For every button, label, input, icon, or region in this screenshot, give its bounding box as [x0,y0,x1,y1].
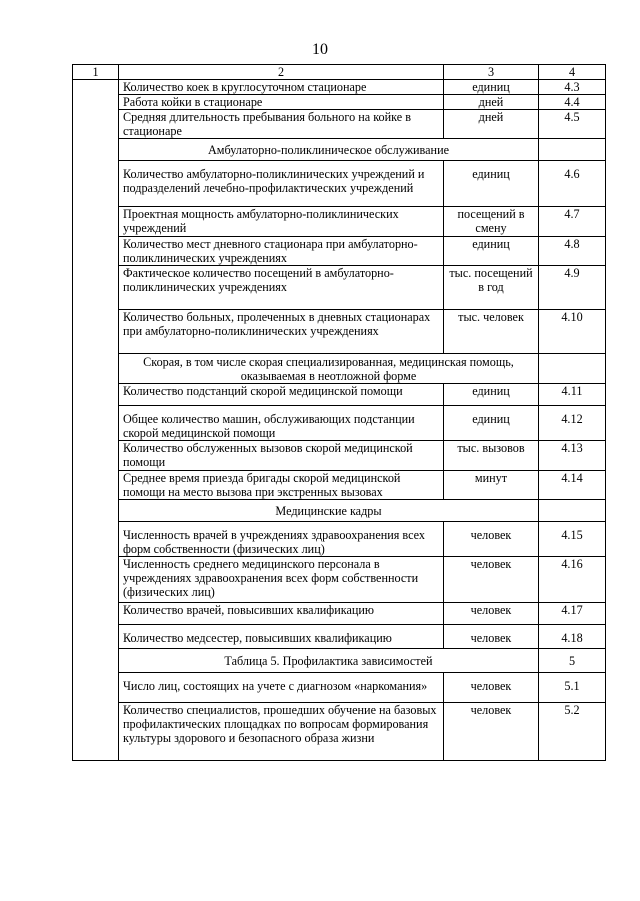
section-heading: Амбулаторно-поликлиническое обслуживание [119,139,539,161]
header-col-1: 1 [73,65,119,80]
col-1-cell [73,354,119,384]
table-row [73,80,606,95]
table-body [73,65,606,761]
header-col-3: 3 [444,65,539,80]
col-1-cell [73,161,119,207]
indicator-label: Число лиц, состоящих на учете с диагнозом «наркомания» [119,673,444,703]
unit-cell: тыс. человек [444,310,539,354]
indicator-label: Работа койки в стационаре [119,95,444,110]
table-row [73,161,606,207]
unit-cell: человек [444,703,539,761]
code-cell: 4.9 [539,266,606,310]
code-cell: 4.18 [539,625,606,649]
indicator-label: Численность врачей в учреждениях здравоохранения всех форм собственности (физических лиц) [119,522,444,557]
indicator-label: Численность среднего медицинского персонала в учреждениях здравоохранения всех форм собственности (физических лиц) [119,557,444,603]
code-cell: 5.2 [539,703,606,761]
code-cell: 4.12 [539,406,606,441]
col-1-cell [73,625,119,649]
table-row [73,441,606,471]
table-row [73,673,606,703]
code-cell: 4.16 [539,557,606,603]
code-cell: 4.15 [539,522,606,557]
table-row [73,557,606,603]
table-row [73,703,606,761]
section-heading-row [73,354,606,384]
table-title-row [73,649,606,673]
unit-cell: единиц [444,384,539,406]
col-1-cell [73,500,119,522]
col-1-cell [73,649,119,673]
unit-cell: дней [444,95,539,110]
code-cell: 4.5 [539,110,606,139]
indicator-label: Количество медсестер, повысивших квалификацию [119,625,444,649]
table-row [73,237,606,266]
col-1-cell [73,95,119,110]
code-cell [539,500,606,522]
page-number: 10 [312,41,328,58]
unit-cell: человек [444,673,539,703]
col-1-cell [73,603,119,625]
col-1-cell [73,703,119,761]
table-title: Таблица 5. Профилактика зависимостей [119,649,539,673]
code-cell: 4.4 [539,95,606,110]
indicator-label: Количество мест дневного стационара при амбулаторно-поликлинических учреждениях [119,237,444,266]
col-1-cell [73,266,119,310]
indicator-label: Общее количество машин, обслуживающих подстанции скорой медицинской помощи [119,406,444,441]
section-heading: Скорая, в том числе скорая специализированная, медицинская помощь, оказываемая в неотложной форме [119,354,539,384]
unit-cell: единиц [444,406,539,441]
table-row [73,95,606,110]
col-1-cell [73,110,119,139]
header-col-4: 4 [539,65,606,80]
col-1-cell [73,441,119,471]
col-1-cell [73,557,119,603]
col-1-cell [73,207,119,237]
section-heading: Медицинские кадры [119,500,539,522]
col-1-cell [73,237,119,266]
unit-cell: единиц [444,237,539,266]
unit-cell: человек [444,522,539,557]
code-cell: 4.7 [539,207,606,237]
indicator-label: Количество врачей, повысивших квалификацию [119,603,444,625]
table-row [73,471,606,500]
unit-cell: единиц [444,80,539,95]
col-1-cell [73,406,119,441]
indicator-label: Проектная мощность амбулаторно-поликлинических учреждений [119,207,444,237]
table-row [73,603,606,625]
indicators-table [72,64,606,761]
unit-cell: минут [444,471,539,500]
code-cell [539,354,606,384]
code-cell: 5.1 [539,673,606,703]
col-1-cell [73,471,119,500]
table-row [73,406,606,441]
code-cell [539,139,606,161]
code-cell: 4.8 [539,237,606,266]
code-cell: 4.10 [539,310,606,354]
table-row [73,384,606,406]
code-cell: 4.14 [539,471,606,500]
indicator-label: Количество больных, пролеченных в дневных стационарах при амбулаторно-поликлинических учреждениях [119,310,444,354]
indicator-label: Средняя длительность пребывания больного на койке в стационаре [119,110,444,139]
table-row [73,266,606,310]
code-cell: 4.13 [539,441,606,471]
section-heading-row [73,139,606,161]
indicator-label: Количество амбулаторно-поликлинических учреждений и подразделений лечебно-профилактических учреждений [119,161,444,207]
col-1-cell [73,673,119,703]
unit-cell: человек [444,557,539,603]
indicator-label: Количество специалистов, прошедших обучение на базовых профилактических площадках по вопросам формирования культуры здорового и безопасного образа жизни [119,703,444,761]
col-1-cell [73,139,119,161]
indicator-label: Фактическое количество посещений в амбулаторно-поликлинических учреждениях [119,266,444,310]
indicator-label: Количество обслуженных вызовов скорой медицинской помощи [119,441,444,471]
unit-cell: человек [444,603,539,625]
section-heading-row [73,500,606,522]
code-cell: 4.17 [539,603,606,625]
code-cell: 4.6 [539,161,606,207]
unit-cell: тыс. вызовов [444,441,539,471]
indicator-label: Среднее время приезда бригады скорой медицинской помощи на место вызова при экстренных вызовах [119,471,444,500]
code-cell: 4.11 [539,384,606,406]
header-row [73,65,606,80]
col-1-cell [73,80,119,95]
table-row [73,110,606,139]
table-row [73,522,606,557]
header-col-2: 2 [119,65,444,80]
indicator-label: Количество подстанций скорой медицинской помощи [119,384,444,406]
unit-cell: дней [444,110,539,139]
unit-cell: человек [444,625,539,649]
table-row [73,207,606,237]
unit-cell: единиц [444,161,539,207]
col-1-cell [73,384,119,406]
code-cell: 5 [539,649,606,673]
unit-cell: посещений в смену [444,207,539,237]
table-row [73,625,606,649]
col-1-cell [73,310,119,354]
unit-cell: тыс. посещений в год [444,266,539,310]
col-1-cell [73,522,119,557]
table-row [73,310,606,354]
code-cell: 4.3 [539,80,606,95]
indicator-label: Количество коек в круглосуточном стационаре [119,80,444,95]
